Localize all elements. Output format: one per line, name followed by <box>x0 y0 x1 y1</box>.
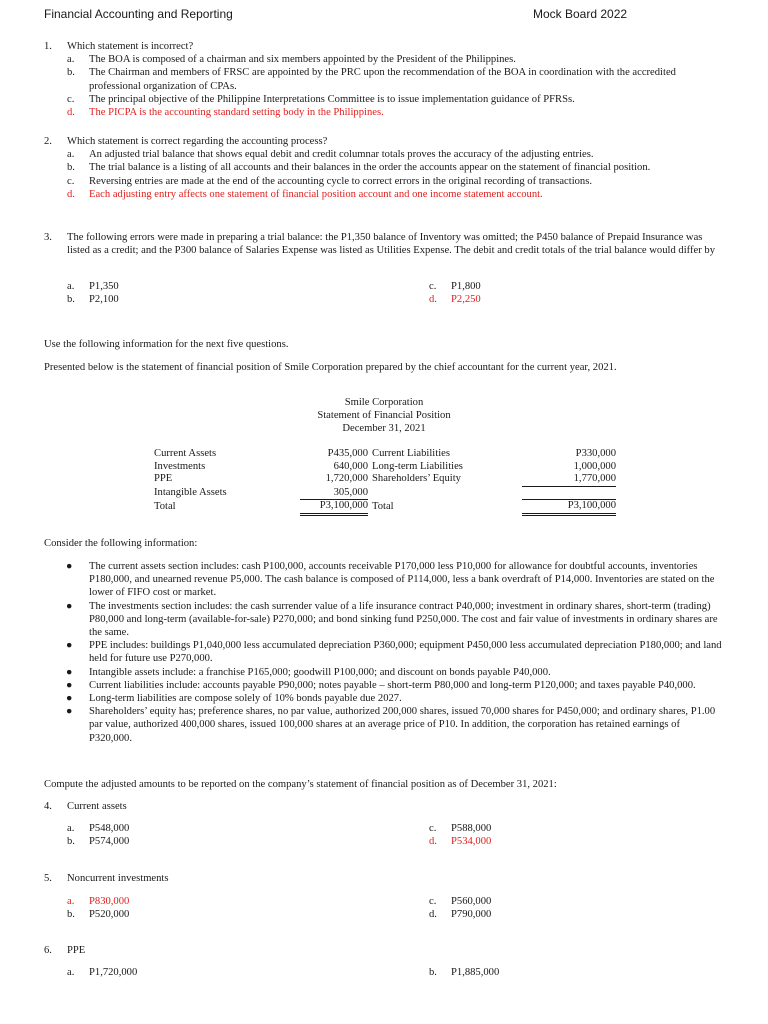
information-list <box>62 560 724 745</box>
option-d-answer: d. P534,000 <box>429 836 492 847</box>
bullet-icon: ● <box>66 706 73 718</box>
option-b: b. The Chairman and members of FRSC are appointed by the PRC upon the recommendation of the BOA in coordination with the accredited professional organization of CPAs. <box>67 67 676 92</box>
list-item: ● The current assets section includes: cash P100,000, accounts receivable P170,000 less P10,000 for allowance for doubtful accounts, inventories P180,000, and unearned revenue P5,000. The cash balance is composed of P114,000, less a bank overdraft of P14,000. Inventories are stated on the lower of FIFO cost or market. <box>66 561 715 599</box>
option-a: a. An adjusted trial balance that shows equal debit and credit columnar totals proves the accuracy of the adjusting entries. <box>67 149 594 161</box>
statement-title: Statement of Financial Position <box>317 410 451 421</box>
option-a-answer: a. P830,000 <box>67 896 130 907</box>
question-5-number: 5. <box>44 873 52 884</box>
question-2 <box>44 135 724 201</box>
option-c: c. The principal objective of the Philippine Interpretations Committee is to issue implementation guidance of PFRSs. <box>67 93 575 105</box>
bullet-icon: ● <box>66 679 73 691</box>
question-number: 3. <box>44 232 52 243</box>
option-list <box>67 148 724 201</box>
header-subject: Financial Accounting and Reporting <box>44 7 233 21</box>
scenario-text: Presented below is the statement of financial position of Smile Corporation prepared by the chief accountant for the current year, 2021. <box>44 362 617 373</box>
statement-date: December 31, 2021 <box>342 423 426 434</box>
list-item: ● Current liabilities include: accounts payable P90,000; notes payable – short-term P80,000 and long-term P120,000; and taxes payable P40,000. <box>66 679 696 691</box>
list-item: ● Long-term liabilities are compose solely of 10% bonds payable due 2027. <box>66 693 402 705</box>
option-a: a. P1,720,000 <box>67 967 138 978</box>
option-b: b. P520,000 <box>67 909 130 920</box>
table-row: Current Assets P435,000 Current Liabilities P330,000 <box>154 448 616 459</box>
question-1 <box>44 40 724 119</box>
question-text: The following errors were made in preparing a trial balance: the P1,350 balance of Inventory was omitted; the P450 balance of Prepaid Insurance was listed as a credit; and the P300 balance of Salaries Expense was listed as Utilities Expense. The debit and credit totals of the trial balance would differ by <box>67 232 715 257</box>
question-4-number: 4. <box>44 801 52 812</box>
consider-heading: Consider the following information: <box>44 538 198 549</box>
table-row: Investments 640,000 Long-term Liabilities 1,000,000 <box>154 460 616 472</box>
option-d-answer: d. Each adjusting entry affects one statement of financial position account and one income statement account. <box>67 188 543 200</box>
list-item: ● Shareholders’ equity has; preference shares, no par value, authorized 200,000 shares, issued 70,000 shares for P450,000; and ordinary shares, P1.00 par value, authorized 400,000 shares, issued 100,000 shares at an average price of P10. In addition, the corporation has retained earnings of P320,000. <box>66 706 716 744</box>
option-c: c. Reversing entries are made at the end of the accounting cycle to correct errors in the original recording of transactions. <box>67 175 593 187</box>
question-text: Which statement is incorrect? <box>67 41 194 52</box>
compute-instruction: Compute the adjusted amounts to be reported on the company’s statement of financial position as of December 31, 2021: <box>44 779 557 790</box>
header-exam-title: Mock Board 2022 <box>533 7 628 21</box>
option-b: b. The trial balance is a listing of all accounts and their balances in the order the accounts appear on the statement of financial position. <box>67 162 651 174</box>
option-c: c. P588,000 <box>429 823 492 834</box>
option-c: c. P1,800 <box>429 281 481 292</box>
list-item: ● PPE includes: buildings P1,040,000 less accumulated depreciation P360,000; equipment P450,000 less accumulated depreciation P180,000; and land held for future use P270,000. <box>66 640 722 665</box>
list-item: ● Intangible assets include: a franchise P165,000; goodwill P100,000; and discount on bonds payable P40,000. <box>66 666 551 678</box>
option-d-answer: d. The PICPA is the accounting standard setting body in the Philippines. <box>67 107 384 119</box>
option-a: a. P1,350 <box>67 281 119 292</box>
bullet-icon: ● <box>66 666 73 678</box>
option-d-answer: d. P2,250 <box>429 294 481 305</box>
option-list <box>67 53 724 119</box>
option-b: b. P2,100 <box>67 294 119 305</box>
option-a: a. The BOA is composed of a chairman and six members appointed by the President of the Philippines. <box>67 54 516 66</box>
table-row: Intangible Assets 305,000 <box>154 486 368 498</box>
table-row: PPE 1,720,000 Shareholders’ Equity 1,770,000 <box>154 473 616 485</box>
option-a: a. P548,000 <box>67 823 130 834</box>
question-3 <box>44 231 724 257</box>
option-c: c. P560,000 <box>429 896 492 907</box>
question-6-number: 6. <box>44 945 52 956</box>
bullet-icon: ● <box>66 640 73 652</box>
list-item: ● The investments section includes: the cash surrender value of a life insurance contract P40,000; investment in ordinary shares, short-term (trading) P80,000 and long-term (available-for-sale) P270,000; and bond sinking fund P250,000. The cost and fair value of investments in ordinary shares are the same. <box>66 600 718 639</box>
option-d: d. P790,000 <box>429 909 492 920</box>
bullet-icon: ● <box>66 600 73 612</box>
instruction-text: Use the following information for the next five questions. <box>44 339 289 350</box>
question-text: Which statement is correct regarding the accounting process? <box>67 136 328 147</box>
table-total-row: Total P3,100,000 Total P3,100,000 <box>154 500 616 515</box>
bullet-icon: ● <box>66 693 73 705</box>
bullet-icon: ● <box>66 561 73 572</box>
question-6-text: PPE <box>67 945 86 956</box>
question-4-text: Current assets <box>67 801 127 812</box>
question-number: 1. <box>44 41 52 52</box>
question-number: 2. <box>44 136 52 147</box>
option-b: b. P574,000 <box>67 836 130 847</box>
option-b: b. P1,885,000 <box>429 967 500 978</box>
question-5-text: Noncurrent investments <box>67 873 169 884</box>
financial-position-table <box>154 448 616 516</box>
company-name: Smile Corporation <box>344 397 424 408</box>
